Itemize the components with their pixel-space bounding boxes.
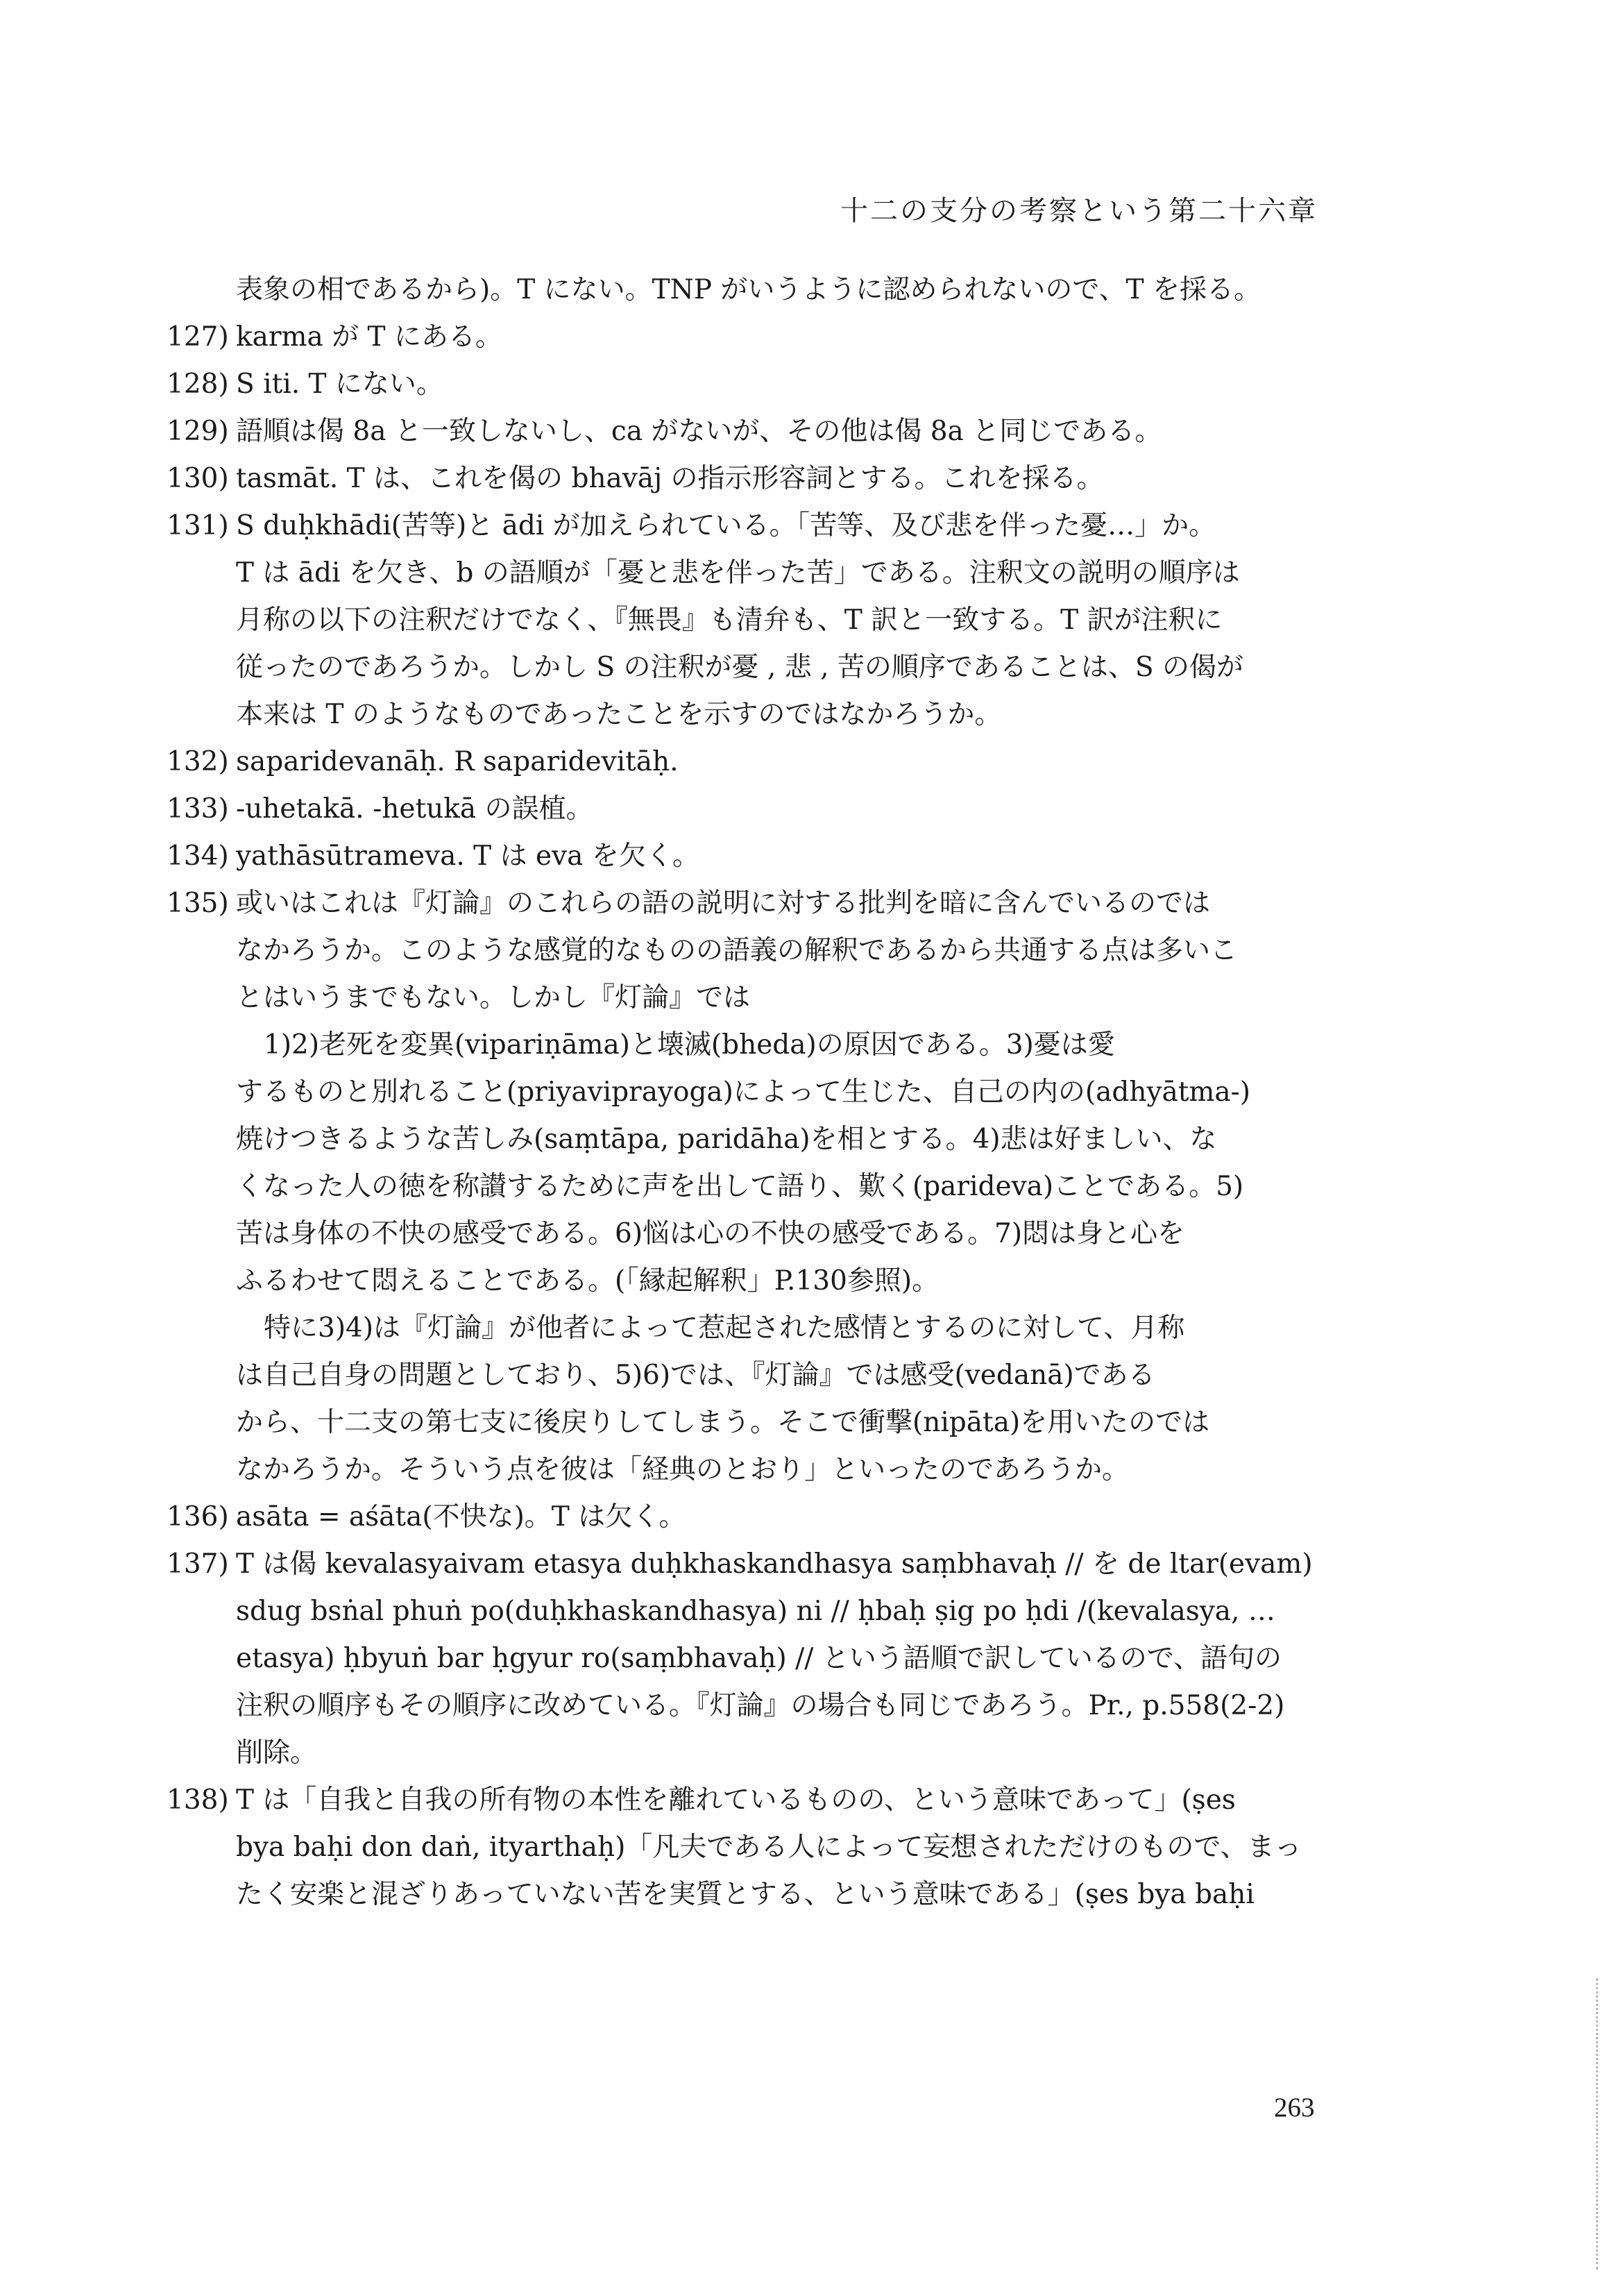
- note-line: 従ったのであろうか。しかし S の注釈が憂 , 悲 , 苦の順序であることは、S の偈が: [236, 652, 1244, 683]
- note-line: yathāsūtrameva. T は eva を欠く。: [236, 841, 699, 872]
- note-line: 月称の以下の注釈だけでなく、『無畏』も清弁も、T 訳と一致する。T 訳が注釈に: [236, 605, 1223, 636]
- note-127: [167, 314, 1353, 361]
- note-135: [167, 880, 1353, 1494]
- note-line: 特に3)4)は『灯論』が他者によって惹起された感情とするのに対して、月称: [264, 1312, 1185, 1344]
- note-number: 130): [167, 463, 229, 494]
- note-line: -uhetakā. -hetukā の誤植。: [236, 793, 593, 825]
- note-number: 128): [167, 369, 229, 400]
- note-number: 134): [167, 841, 229, 872]
- note-number: 131): [167, 510, 229, 541]
- notes-body: [167, 267, 1353, 1918]
- note-text: [236, 833, 1353, 880]
- note-line: とはいうまでもない。しかし『灯論』では: [236, 982, 751, 1013]
- note-line: asāta = aśāta(不快な)。T は欠く。: [236, 1501, 686, 1533]
- continuation-line: 表象の相であるから)。T にない。TNP がいうように認められないので、T を採る。: [236, 274, 1261, 305]
- note-line: から、十二支の第七支に後戻りしてしまう。そこで衝撃(nipāta)を用いたのでは: [236, 1407, 1210, 1438]
- note-line: sdug bsṅal phuṅ po(duḥkhaskandhasya) ni // ḥbaḥ ṣig po ḥdi /(kevalasya, …: [236, 1596, 1275, 1627]
- note-132: [167, 738, 1353, 786]
- note-number: 137): [167, 1548, 229, 1580]
- note-number: 136): [167, 1501, 229, 1533]
- note-number: 133): [167, 793, 229, 825]
- note-text: [236, 738, 1353, 786]
- note-line: ふるわせて悶えることである。(「縁起解釈」P.130参照)。: [236, 1265, 940, 1297]
- note-number: 132): [167, 746, 229, 777]
- note-131: [167, 503, 1353, 738]
- note-line: S iti. T にない。: [236, 369, 443, 400]
- note-line: 1)2)老死を変異(vipariṇāma)と壊滅(bheda)の原因である。3)憂は愛: [264, 1029, 1115, 1061]
- note-line: たく安楽と混ざりあっていない苦を実質とする、という意味である」(ṣes bya baḥi: [236, 1879, 1255, 1910]
- note-line: T は「自我と自我の所有物の本性を離れているものの、という意味であって」(ṣes: [236, 1784, 1236, 1816]
- running-head: 十二の支分の考察という第二十六章: [840, 195, 1318, 227]
- note-line: 或いはこれは『灯論』のこれらの語の説明に対する批判を暗に含んでいるのでは: [236, 888, 1211, 919]
- note-number: 138): [167, 1784, 229, 1816]
- note-text: [236, 408, 1353, 455]
- note-134: [167, 833, 1353, 880]
- note-129: [167, 408, 1353, 455]
- note-136: [167, 1494, 1353, 1541]
- note-137: [167, 1541, 1353, 1777]
- note-text: [236, 1541, 1353, 1777]
- note-line: 注釈の順序もその順序に改めている。『灯論』の場合も同じであろう。Pr., p.558(2-2): [236, 1690, 1285, 1721]
- note-line: S duḥkhādi(苦等)と ādi が加えられている。「苦等、及び悲を伴った憂…」か。: [236, 510, 1216, 541]
- note-text: [236, 880, 1353, 1494]
- note-line: T は ādi を欠き、b の語順が「憂と悲を伴った苦」である。注釈文の説明の順序は: [236, 557, 1240, 589]
- note-text: [236, 1494, 1353, 1541]
- note-line: なかろうか。このような感覚的なものの語義の解釈であるから共通する点は多いこ: [236, 935, 1238, 966]
- note-133: [167, 786, 1353, 833]
- note-number: 135): [167, 888, 229, 919]
- note-text: [236, 455, 1353, 503]
- note-text: [236, 503, 1353, 738]
- note-text: [236, 786, 1353, 833]
- note-line: は自己自身の問題としており、5)6)では、『灯論』では感受(vedanā)である: [236, 1360, 1155, 1391]
- note-number: 127): [167, 321, 229, 353]
- note-number: 129): [167, 416, 229, 447]
- note-text: [236, 1777, 1353, 1918]
- note-line: するものと別れること(priyaviprayoga)によって生じた、自己の内の(adhyātma-): [236, 1077, 1251, 1108]
- note-line: 焼けつきるような苦しみ(saṃtāpa, paridāha)を相とする。4)悲は好ましい、な: [236, 1124, 1217, 1155]
- note-line: くなった人の徳を称讃するために声を出して語り、歎く(paridevа)ことである。5): [236, 1171, 1244, 1202]
- note-line: karma が T にある。: [236, 321, 502, 353]
- note-138: [167, 1777, 1353, 1918]
- note-line: 苦は身体の不快の感受である。6)悩は心の不快の感受である。7)悶は身と心を: [236, 1218, 1185, 1249]
- note-line: 語順は偈 8a と一致しないし、ca がないが、その他は偈 8a と同じである。: [236, 416, 1162, 447]
- note-line: etasya) ḥbyuṅ bar ḥgyur ro(saṃbhavaḥ) // という語順で訳しているので、語句の: [236, 1643, 1282, 1674]
- note-text: [236, 314, 1353, 361]
- note-line: bya baḥi don daṅ, ityarthaḥ)「凡夫である人によって妄想されただけのもので、まっ: [236, 1832, 1302, 1863]
- note-line: saparidevanāḥ. R saparidevitāḥ.: [236, 746, 679, 777]
- note-text: [236, 361, 1353, 408]
- note-line: なかろうか。そういう点を彼は「経典のとおり」といったのであろうか。: [236, 1454, 1130, 1485]
- note-line: tasmāt. T は、これを偈の bhavāj の指示形容詞とする。これを採る。: [236, 463, 1104, 494]
- page-number: 263: [1274, 2093, 1315, 2122]
- note-128: [167, 361, 1353, 408]
- note-130: [167, 455, 1353, 503]
- note-line: 削除。: [236, 1737, 318, 1769]
- note-line: T は偈 kevalasyaivam etasya duḥkhaskandhasya saṃbhavaḥ // を de ltar(evam): [236, 1548, 1313, 1580]
- note-line: 本来は T のようなものであったことを示すのではなかろうか。: [236, 699, 1002, 730]
- scan-edge-mark: [1596, 1978, 1600, 2270]
